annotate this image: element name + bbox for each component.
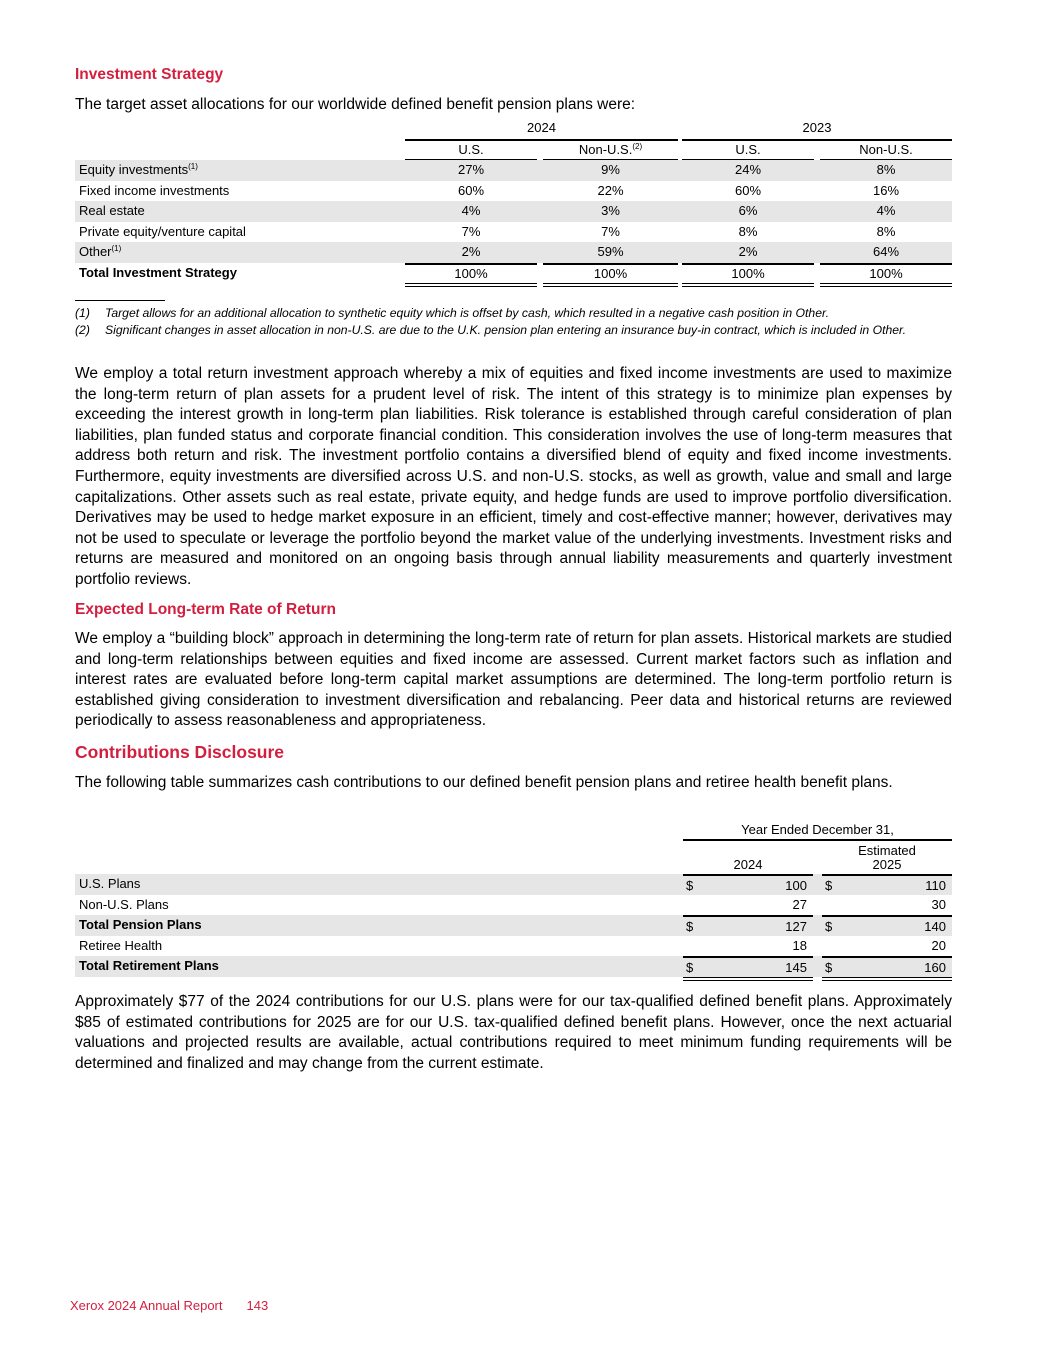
heading-expected-return: Expected Long-term Rate of Return [75,601,336,618]
contributions-body: Approximately $77 of the 2024 contributions for our U.S. plans were for our tax-qualified defined benefit plans. Approximately $85 of estimated contributions for 2025 are for our U.S. tax-qualified defined benefit plans. However, once the next actuarial valuations and projected results are available, actual contributions required to meet minimum funding requirements will be determined and finalized and may change from the current estimate. [75,993,952,1072]
table-row-total: Total Investment Strategy 100% 100% 100% 100% [75,263,952,284]
year-header-2024: 2024 [405,119,678,141]
footnote-divider [75,300,165,301]
year-header-2023: 2023 [682,119,952,141]
col-header-2025: Estimated 2025 [858,843,916,872]
page-number: 143 [246,1298,269,1313]
table-row-total: Total Retirement Plans $ 145 $ 160 [75,956,952,977]
investment-strategy-body: We employ a total return investment approach whereby a mix of equities and fixed income investments are used to maximize the long-term return of plan assets for a prudent level of risk. The intent of this strategy is to minimize plan expenses by exceeding the interest growth in long-term plan liabilities. Risk tolerance is established through careful consideration of plan liabilities, plan funded status and corporate financial condition. This consideration involves the use of long-term measures that address both return and risk. The investment portfolio contains a diversified blend of equity and fixed income investments. Furthermore, equity investments are diversified across U.S. and non-U.S. stocks, as well as growth, value and small and large capitalizations. Other assets such as real estate, private equity, and hedge funds are used to improve portfolio diversification. Derivatives may be used to hedge market exposure in an efficient, timely and cost-effective manner; however, derivatives may not be used to speculate or leverage the portfolio beyond the market value of the underlying investments. Investment risks and returns are measured and monitored on an ongoing basis through annual liability measurements and quarterly investment portfolio reviews. [75,365,952,588]
report-title: Xerox 2024 Annual Report [70,1298,223,1313]
investment-strategy-intro: The target asset allocations for our worldwide defined benefit pension plans were: [75,96,636,113]
table-row: Retiree Health 18 20 [79,937,946,953]
col-header-2023-nonus: Non-U.S. [820,140,952,161]
contributions-intro: The following table summarizes cash contributions to our defined benefit pension plans and retiree health benefit plans. [75,774,893,791]
page-footer [70,1298,292,1313]
table-row: U.S. Plans $ 100 $ 110 [75,874,952,895]
col-header-2024-us: U.S. [405,140,537,161]
table-row: Private equity/venture capital 7% 7% 8% 8% [79,223,896,239]
table-row: Other$^{(1)}$ 2% 59% 2% 64% [75,242,952,263]
col-header-2024: 2024 [733,857,763,872]
col-header-2024-nonus: Non-U.S.$^{(2)}$ [543,140,678,161]
table-row-subtotal: Total Pension Plans $ 127 $ 140 [75,915,952,936]
heading-investment-strategy: Investment Strategy [75,66,224,83]
table-row: Fixed income investments 60% 22% 60% 16% [79,182,900,198]
table-row: Equity investments$^{(1)}$ 27% 9% 24% 8% [75,160,952,181]
col-header-2023-us: U.S. [682,140,814,161]
expected-return-body: We employ a “building block” approach in determining the long-term rate of return for plan assets. Historical markets are studied and long-term relationships between equities and fixed income are assessed. Current market factors such as inflation and interest rates are evaluated before long-term capital market assumptions are determined. The long-term portfolio return is established giving consideration to investment diversification and rebalancing. Peer data and historical returns are reviewed periodically to assess reasonableness and appropriateness. [75,630,952,730]
heading-contributions: Contributions Disclosure [75,742,285,762]
table-row: Real estate 4% 3% 6% 4% [75,201,952,222]
year-ended-header: Year Ended December 31, [683,820,952,841]
table-row: Non-U.S. Plans 27 30 [79,896,946,912]
